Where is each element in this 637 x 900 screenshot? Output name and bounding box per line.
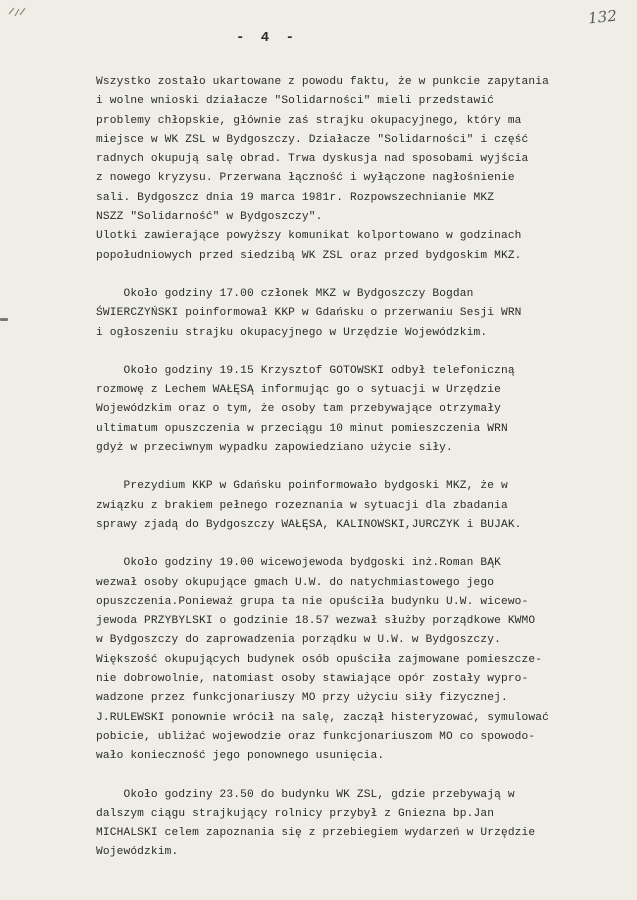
- paragraph-1700: Około godziny 17.00 członek MKZ w Bydgoszczy Bogdan ŚWIERCZYŃSKI poinformował KKP w Gdańsku o przerwaniu Sesji WRN i ogłoszeniu strajku okupacyjnego w Urzędzie Wojewódzkim.: [96, 287, 522, 339]
- paragraph-1900: Około godziny 19.00 wicewojewoda bydgoski inż.Roman BĄK wezwał osoby okupujące gmach U.W. do natychmiastowego jego opuszczenia.Ponieważ grupa ta nie opuściła budynku U.W. wicewo- jewoda PRZYBYLSKI o godzinie 18.57 wezwał służby porządkowe KWMO w Bydgoszczy do zaprowadzenia porządku w U.W. w Bydgoszczy. Większość okupujących budynek osób opuściła zajmowane pomieszcze- nie dobrowolnie, natomiast osoby stawiające opór zostały wypro- wadzone przez funkcjonariuszy MO przy użyciu siły fizycznej. J.RULEWSKI ponownie wrócił na salę, zaczął histeryzować, symulować pobicie, ubliżać wojewodzie oraz funkcjonariuszom MO co spowodo- wało konieczność jego ponownego usunięcia.: [96, 557, 549, 763]
- paragraph-leaflets-distribution: Ulotki zawierające powyższy komunikat kolportowano w godzinach popołudniowych przed siedzibą WK ZSL oraz przed bydgoskim MKZ.: [96, 230, 522, 262]
- paragraph-2350: Około godziny 23.50 do budynku WK ZSL, gdzie przebywają w dalszym ciągu strajkujący rolnicy przybył z Gniezna bp.Jan MICHALSKI celem zapoznania się z przebiegiem wydarzeń w Urzędzie Wojewódzkim.: [96, 788, 536, 859]
- document-body: [96, 73, 632, 863]
- paragraph-leaflet-text: Wszystko zostało ukartowane z powodu faktu, że w punkcie zapytania i wolne wnioski działacze "Solidarności" mieli przedstawić problemy chłopskie, głównie zaś strajku okupacyjnego, który ma miejsce w WK ZSL w Bydgoszczy. Działacze "Solidarności" i część radnych okupują salę obrad. Trwa dyskusja nad sposobami wyjścia z nowego kryzysu. Przerwana łączność i wyłączone nagłośnienie sali. Bydgoszcz dnia 19 marca 1981r. Rozpowszechnianie MKZ NSZZ "Solidarność" w Bydgoszczy".: [96, 76, 549, 224]
- page-number: - 4 -: [236, 30, 299, 46]
- corner-ink-mark: [8, 6, 30, 18]
- paragraph-1915: Około godziny 19.15 Krzysztof GOTOWSKI odbył telefoniczną rozmowę z Lechem WAŁĘSĄ informując go o sytuacji w Urzędzie Wojewódzkim oraz o tym, że osoby tam przebywające otrzymały ultimatum opuszczenia w przeciągu 10 minut pomieszczenia WRN gdyż w przeciwnym wypadku zapowiedziano użycie siły.: [96, 364, 515, 455]
- paragraph-kkp-presidium: Prezydium KKP w Gdańsku poinformowało bydgoski MKZ, że w związku z brakiem pełnego rozeznania w sytuacji dla zbadania sprawy zjadą do Bydgoszczy WAŁĘSA, KALINOWSKI,JURCZYK i BUJAK.: [96, 480, 522, 531]
- punch-hole-mark: [0, 318, 8, 321]
- archive-page-number: 132: [587, 6, 618, 28]
